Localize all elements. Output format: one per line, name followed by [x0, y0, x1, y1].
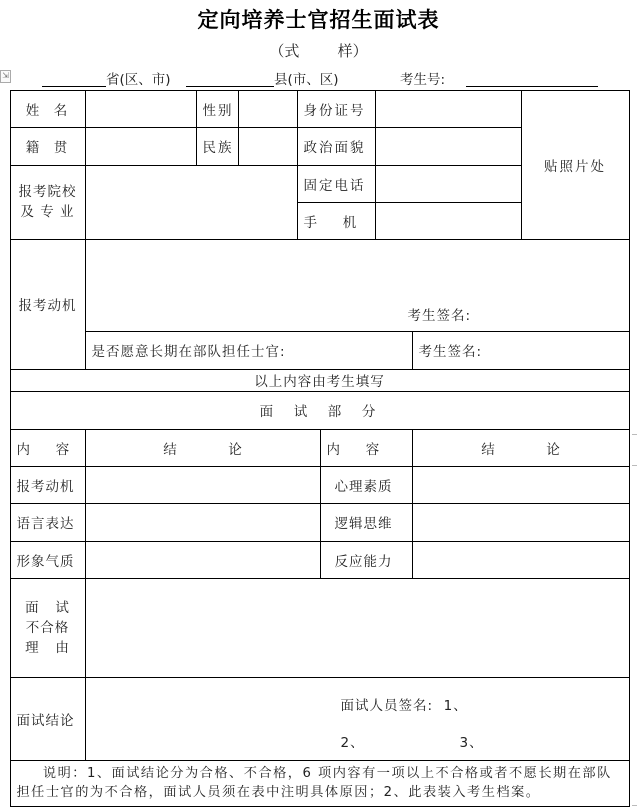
- gender-label-cell: [196, 90, 239, 128]
- school-major-label-cell: [10, 165, 86, 240]
- item-label: 语言表达: [16, 516, 75, 532]
- applicant-note-row: [10, 369, 630, 392]
- ruler-mark: [632, 434, 637, 435]
- fail-reason-label-line1: 面 试: [25, 599, 70, 616]
- gender-field[interactable]: [238, 90, 298, 128]
- name-label: 姓 名: [25, 102, 70, 119]
- table-row-item-right: [320, 466, 413, 504]
- document-subtitle: （式 样）: [269, 42, 368, 60]
- table-row-item-left: [10, 541, 86, 579]
- school-label-line1: 报考院校: [18, 184, 77, 200]
- interview-section-title: 面 试 部 分: [259, 404, 380, 420]
- document-title: 定向培养士官招生面试表: [197, 8, 440, 32]
- native-place-label: 籍 贯: [25, 140, 70, 156]
- table-row-item-left: [10, 466, 86, 504]
- willing-label: 是否愿意长期在部队担任士官:: [91, 344, 286, 360]
- id-number-label: 身份证号: [303, 102, 366, 119]
- fail-reason-label-cell: [10, 578, 86, 678]
- table-row-item-right: [320, 503, 413, 542]
- motive-field[interactable]: [85, 239, 630, 332]
- appearance-result-field[interactable]: [85, 541, 321, 579]
- photo-label: 贴照片处: [544, 158, 606, 175]
- conclusion-header-left: [85, 429, 321, 467]
- province-blank[interactable]: [42, 86, 106, 87]
- item-label: 逻辑思维: [334, 516, 393, 532]
- motive-result-field[interactable]: [85, 466, 321, 504]
- interviewer-signature-label: 面试人员签名: 1、: [340, 697, 468, 714]
- logic-result-field[interactable]: [412, 503, 630, 542]
- fail-reason-field[interactable]: [85, 578, 630, 678]
- phone-label: 固定电话: [303, 177, 366, 194]
- county-label: 县(市、区): [274, 72, 339, 88]
- name-label-cell: [10, 90, 86, 128]
- psychology-result-field[interactable]: [412, 466, 630, 504]
- content-header-label: 内 容: [326, 441, 380, 458]
- school-label-line2: 及 专 业: [20, 204, 75, 220]
- item-label: 心理素质: [334, 478, 393, 495]
- conclusion-field[interactable]: [85, 677, 630, 761]
- gender-label: 性别: [202, 102, 234, 119]
- political-status-field[interactable]: [375, 127, 522, 166]
- conclusion-label: 面试结论: [16, 712, 75, 729]
- political-status-label-cell: [297, 127, 376, 166]
- conclusion-label-cell: [10, 677, 86, 761]
- native-place-label-cell: [10, 127, 86, 166]
- mobile-label-cell: [297, 202, 376, 240]
- name-field[interactable]: [85, 90, 197, 128]
- photo-placeholder[interactable]: [521, 90, 630, 240]
- interviewer-3-label: 3、: [459, 734, 484, 751]
- footnote-cell: [10, 760, 630, 807]
- willing-signature-label: 考生签名:: [418, 344, 483, 360]
- content-header-label: 内 容: [16, 441, 70, 458]
- ruler-mark: [632, 805, 637, 806]
- table-move-handle-icon[interactable]: ⇲: [0, 70, 11, 83]
- county-blank[interactable]: [186, 86, 274, 87]
- ruler-mark: [632, 465, 637, 466]
- political-status-label: 政治面貌: [303, 140, 366, 156]
- table-row-item-right: [320, 541, 413, 579]
- item-label: 形象气质: [16, 553, 75, 570]
- id-number-label-cell: [297, 90, 376, 128]
- language-result-field[interactable]: [85, 503, 321, 542]
- ethnicity-label-cell: [196, 127, 239, 166]
- content-header-right: [320, 429, 413, 467]
- content-header-left: [10, 429, 86, 467]
- phone-label-cell: [297, 165, 376, 203]
- motive-label: 报考动机: [18, 298, 77, 314]
- motive-signature-label: 考生签名:: [407, 307, 472, 324]
- footnote-text: 说明：1、面试结论分为合格、不合格，6 项内容有一项以上不合格或者不愿长期在部队担任士官的为不合格，面试人员须在表中注明具体原因；2、此表装入考生档案。: [16, 765, 612, 800]
- conclusion-header-label: 结 论: [481, 441, 560, 458]
- item-label: 报考动机: [16, 478, 75, 495]
- conclusion-header-right: [412, 429, 630, 467]
- item-label: 反应能力: [334, 553, 393, 570]
- reaction-result-field[interactable]: [412, 541, 630, 579]
- fail-reason-label-line3: 理 由: [25, 639, 70, 656]
- interview-section-header: [10, 391, 630, 430]
- conclusion-header-label: 结 论: [163, 441, 242, 458]
- exam-number-label: 考生号:: [400, 72, 446, 88]
- exam-number-blank[interactable]: [466, 86, 598, 87]
- interviewer-2-label: 2、: [340, 734, 365, 751]
- ethnicity-field[interactable]: [238, 127, 298, 166]
- motive-label-cell: [10, 239, 86, 370]
- phone-field[interactable]: [375, 165, 522, 203]
- school-major-field[interactable]: [85, 165, 298, 240]
- ethnicity-label: 民族: [202, 140, 234, 156]
- willing-signature-field[interactable]: [412, 331, 630, 370]
- table-row-item-left: [10, 503, 86, 542]
- applicant-note: 以上内容由考生填写: [254, 374, 385, 390]
- id-number-field[interactable]: [375, 90, 522, 128]
- mobile-label: 手 机: [303, 214, 357, 231]
- mobile-field[interactable]: [375, 202, 522, 240]
- province-label: 省(区、市): [106, 72, 171, 88]
- fail-reason-label-line2: 不合格: [25, 619, 70, 636]
- native-place-field[interactable]: [85, 127, 197, 166]
- willing-field[interactable]: [85, 331, 413, 370]
